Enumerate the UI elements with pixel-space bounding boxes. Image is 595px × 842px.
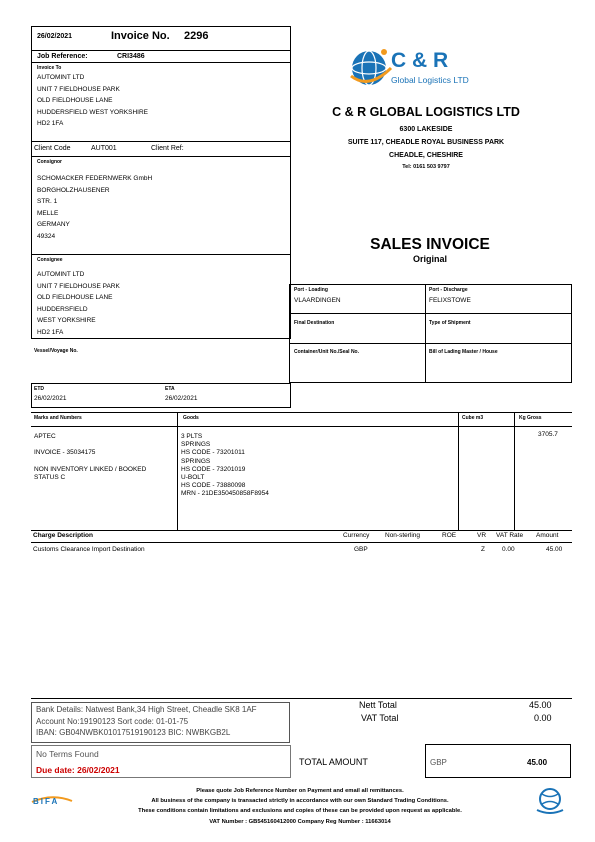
invoice-to-label: Invoice To	[37, 65, 62, 71]
logo-text: C & R	[391, 49, 449, 72]
port-loading: VLAARDINGEN	[294, 297, 341, 304]
consignor-address: SCHOMACKER FEDERNWERK GmbH BORGHOLZHAUSENER STR. 1 MELLE GERMANY 49324	[37, 175, 153, 240]
divider	[514, 412, 515, 530]
charge-row-vr: Z	[481, 546, 485, 553]
total-amount-label: TOTAL AMOUNT	[299, 757, 368, 767]
amount-header: Amount	[536, 532, 559, 539]
divider	[31, 254, 291, 255]
divider	[31, 50, 291, 51]
port-loading-label: Port - Loading	[294, 287, 328, 293]
final-destination-label: Final Destination	[294, 320, 335, 326]
divider	[31, 62, 291, 63]
non-sterling-header: Non-sterling	[385, 532, 421, 539]
document-copy-type: Original	[412, 254, 447, 264]
sales-invoice-title: SALES INVOICE	[370, 236, 490, 253]
client-code: AUT001	[91, 145, 117, 152]
consignor-label: Consignor	[37, 159, 62, 165]
goods-label: Goods	[183, 415, 199, 421]
divider	[289, 313, 572, 314]
client-code-label: Client Code	[34, 145, 71, 152]
invoice-date: 26/02/2021	[37, 33, 73, 40]
logo-subtext: Global Logistics LTD	[391, 75, 469, 85]
divider	[177, 412, 178, 530]
port-discharge-label: Port - Discharge	[429, 287, 468, 293]
charge-description-header: Charge Description	[33, 532, 93, 539]
nett-total-value: 45.00	[529, 700, 552, 710]
kg-gross-label: Kg Gross	[519, 415, 542, 421]
total-amount-value: 45.00	[527, 758, 548, 767]
invoice-to-address: AUTOMINT LTD UNIT 7 FIELDHOUSE PARK OLD FIELDHOUSE LANE HUDDERSFIELD WEST YORKSHIRE HD2 1FA	[37, 74, 149, 128]
vat-total-label: VAT Total	[361, 713, 399, 723]
payment-terms: No Terms Found	[36, 749, 99, 759]
eta-label: ETA	[165, 386, 175, 392]
divider	[31, 542, 572, 543]
consignee-label: Consignee	[37, 257, 63, 263]
divider	[425, 284, 426, 383]
roe-header: ROE	[442, 532, 457, 539]
etd-value: 26/02/2021	[34, 395, 67, 402]
company-address-line: CHEADLE, CHESHIRE	[389, 152, 463, 159]
company-phone: Tel: 0161 503 9797	[402, 164, 450, 170]
marks-numbers: APTEC INVOICE - 35034175 NON INVENTORY LINKED / BOOKED STATUS C	[34, 433, 147, 481]
eta-value: 26/02/2021	[165, 395, 198, 402]
nett-total-label: Nett Total	[359, 700, 397, 710]
job-reference: CRI3486	[117, 53, 145, 60]
invoice-number-label: Invoice No.	[111, 30, 170, 42]
dates-row	[31, 383, 291, 408]
divider	[31, 426, 572, 427]
container-label: Container/Unit No./Seal No.	[294, 349, 360, 355]
total-currency: GBP	[430, 758, 447, 767]
company-address-line: SUITE 117, CHEADLE ROYAL BUSINESS PARK	[347, 139, 505, 146]
divider	[31, 698, 572, 699]
shipment-type-label: Type of Shipment	[429, 320, 471, 326]
divider	[31, 156, 291, 157]
vat-total-value: 0.00	[534, 713, 552, 723]
vat-rate-header: VAT Rate	[496, 532, 524, 539]
vessel-voyage-label: Vessel/Voyage No.	[34, 348, 78, 354]
divider	[458, 412, 459, 530]
vr-header: VR	[477, 532, 487, 539]
company-address-block	[291, 104, 561, 173]
kg-gross-value: 3705.7	[538, 431, 558, 438]
charge-row-vat-rate: 0.00	[502, 546, 515, 553]
company-name: C & R GLOBAL LOGISTICS LTD	[332, 105, 520, 119]
port-discharge: FELIXSTOWE	[429, 297, 471, 304]
charge-row-currency: GBP	[354, 546, 368, 553]
due-date: Due date: 26/02/2021	[36, 765, 120, 775]
bill-of-lading-label: Bill of Lading Master / House	[429, 349, 498, 355]
globe-emblem-icon	[533, 786, 567, 814]
divider	[31, 141, 291, 142]
accreditation-logo	[533, 786, 567, 814]
company-address-line: 6300 LAKESIDE	[399, 126, 453, 133]
bank-details: Bank Details: Natwest Bank,34 High Street, Cheadle SK8 1AF Account No:19190123 Sort code: 01-01-75 IBAN: GB04NWBK01017519190123 BIC: NWBKGB2L	[36, 705, 257, 737]
etd-label: ETD	[34, 386, 44, 392]
company-logo	[345, 46, 490, 90]
currency-header: Currency	[343, 532, 370, 539]
document-title-block	[300, 236, 560, 265]
goods-description: 3 PLTS SPRINGS HS CODE - 73201011 SPRINGS HS CODE - 73201019 U-BOLT HS CODE - 73880098 MRN - 21DE350450858F8954	[181, 433, 269, 498]
consignee-address: AUTOMINT LTD UNIT 7 FIELDHOUSE PARK OLD FIELDHOUSE LANE HUDDERSFIELD WEST YORKSHIRE HD2 1FA	[37, 271, 120, 336]
divider	[31, 530, 572, 531]
invoice-number: 2296	[184, 30, 209, 42]
charge-row-amount: 45.00	[546, 546, 563, 553]
cube-label: Cube m3	[462, 415, 484, 421]
job-reference-label: Job Reference:	[37, 53, 88, 60]
divider	[31, 412, 572, 413]
marks-label: Marks and Numbers	[34, 415, 82, 421]
client-ref-label: Client Ref:	[151, 145, 184, 152]
charge-row-description: Customs Clearance Import Destination	[33, 546, 145, 553]
footer-notes: Please quote Job Reference Number on Payment and email all remittances. All business of the company is transacted strictly in accordance with our own Standard Trading Conditions. These conditions contain limitations and exclusions and copies of these can be provided upon request as applicable. VAT Number : GB545160412000 Company Reg Number : 11663014	[138, 788, 462, 825]
divider	[289, 343, 572, 344]
bifa-logo: BIFA	[30, 790, 74, 808]
